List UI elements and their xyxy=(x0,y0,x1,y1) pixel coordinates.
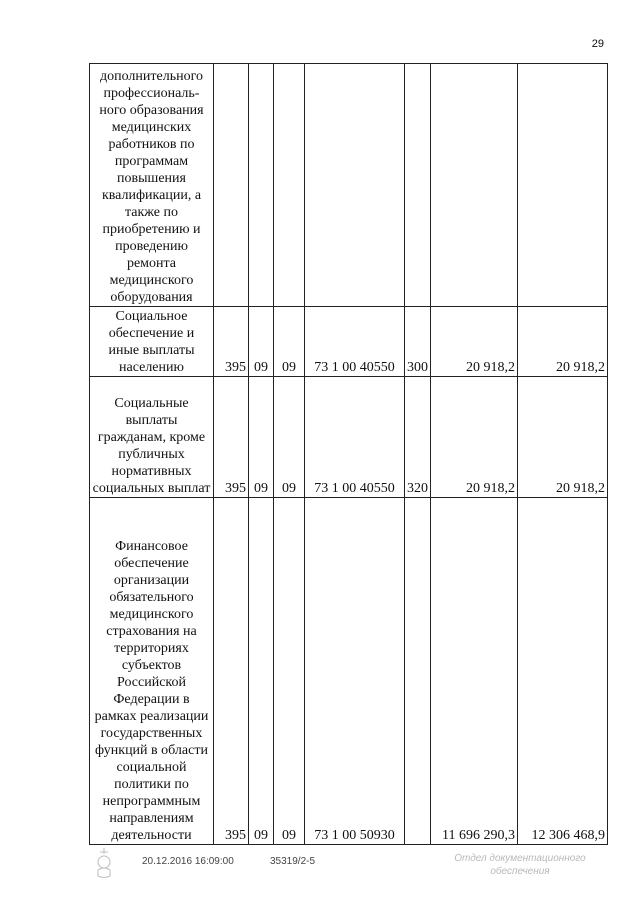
expense-type-code xyxy=(405,64,431,307)
stamp-line: обеспечения xyxy=(490,866,550,877)
sum-year-2: 12 306 468,9 xyxy=(518,498,608,845)
sum-year-1 xyxy=(431,64,518,307)
print-datetime: 20.12.2016 16:09:00 xyxy=(142,856,234,867)
table-row xyxy=(90,498,608,845)
section-code: 09 xyxy=(249,377,274,498)
section-code: 09 xyxy=(249,498,274,845)
ministry-code: 395 xyxy=(214,377,249,498)
sum-year-2: 20 918,2 xyxy=(518,377,608,498)
emblem-icon xyxy=(94,846,114,880)
ministry-code: 395 xyxy=(214,498,249,845)
sum-year-1: 11 696 290,3 xyxy=(431,498,518,845)
row-name: Социальные выплаты гражданам, кроме публичных нормативных социальных выплат xyxy=(90,377,214,498)
table-row xyxy=(90,64,608,307)
ministry-code xyxy=(214,64,249,307)
row-name: Финансовое обеспечение организации обязательного медицинского страхования на территориях субъектов Российской Федерации в рамках реализации государственных функций в области социальной политики по непрограммным направлениям деятельности xyxy=(90,498,214,845)
subsection-code: 09 xyxy=(274,377,305,498)
subsection-code xyxy=(274,64,305,307)
section-code xyxy=(249,64,274,307)
sum-year-2 xyxy=(518,64,608,307)
target-code: 73 1 00 50930 xyxy=(305,498,405,845)
sum-year-1: 20 918,2 xyxy=(431,307,518,377)
stamp-line: Отдел документационного xyxy=(454,853,586,864)
table-row xyxy=(90,377,608,498)
sum-year-2: 20 918,2 xyxy=(518,307,608,377)
budget-table xyxy=(89,63,608,845)
target-code: 73 1 00 40550 xyxy=(305,307,405,377)
expense-type-code xyxy=(405,498,431,845)
subsection-code: 09 xyxy=(274,307,305,377)
page-number: 29 xyxy=(591,38,604,50)
target-code: 73 1 00 40550 xyxy=(305,377,405,498)
target-code xyxy=(305,64,405,307)
document-id: 35319/2-5 xyxy=(270,856,316,867)
subsection-code: 09 xyxy=(274,498,305,845)
expense-type-code: 320 xyxy=(405,377,431,498)
ministry-code: 395 xyxy=(214,307,249,377)
sum-year-1: 20 918,2 xyxy=(431,377,518,498)
table-row xyxy=(90,307,608,377)
row-name: дополнительного профессиональ-ного образования медицинских работников по программам повышения квалификации, а также по приобретению и проведению ремонта медицинского оборудования xyxy=(90,64,214,307)
department-stamp xyxy=(445,852,595,878)
row-name: Социальное обеспечение и иные выплаты населению xyxy=(90,307,214,377)
section-code: 09 xyxy=(249,307,274,377)
expense-type-code: 300 xyxy=(405,307,431,377)
